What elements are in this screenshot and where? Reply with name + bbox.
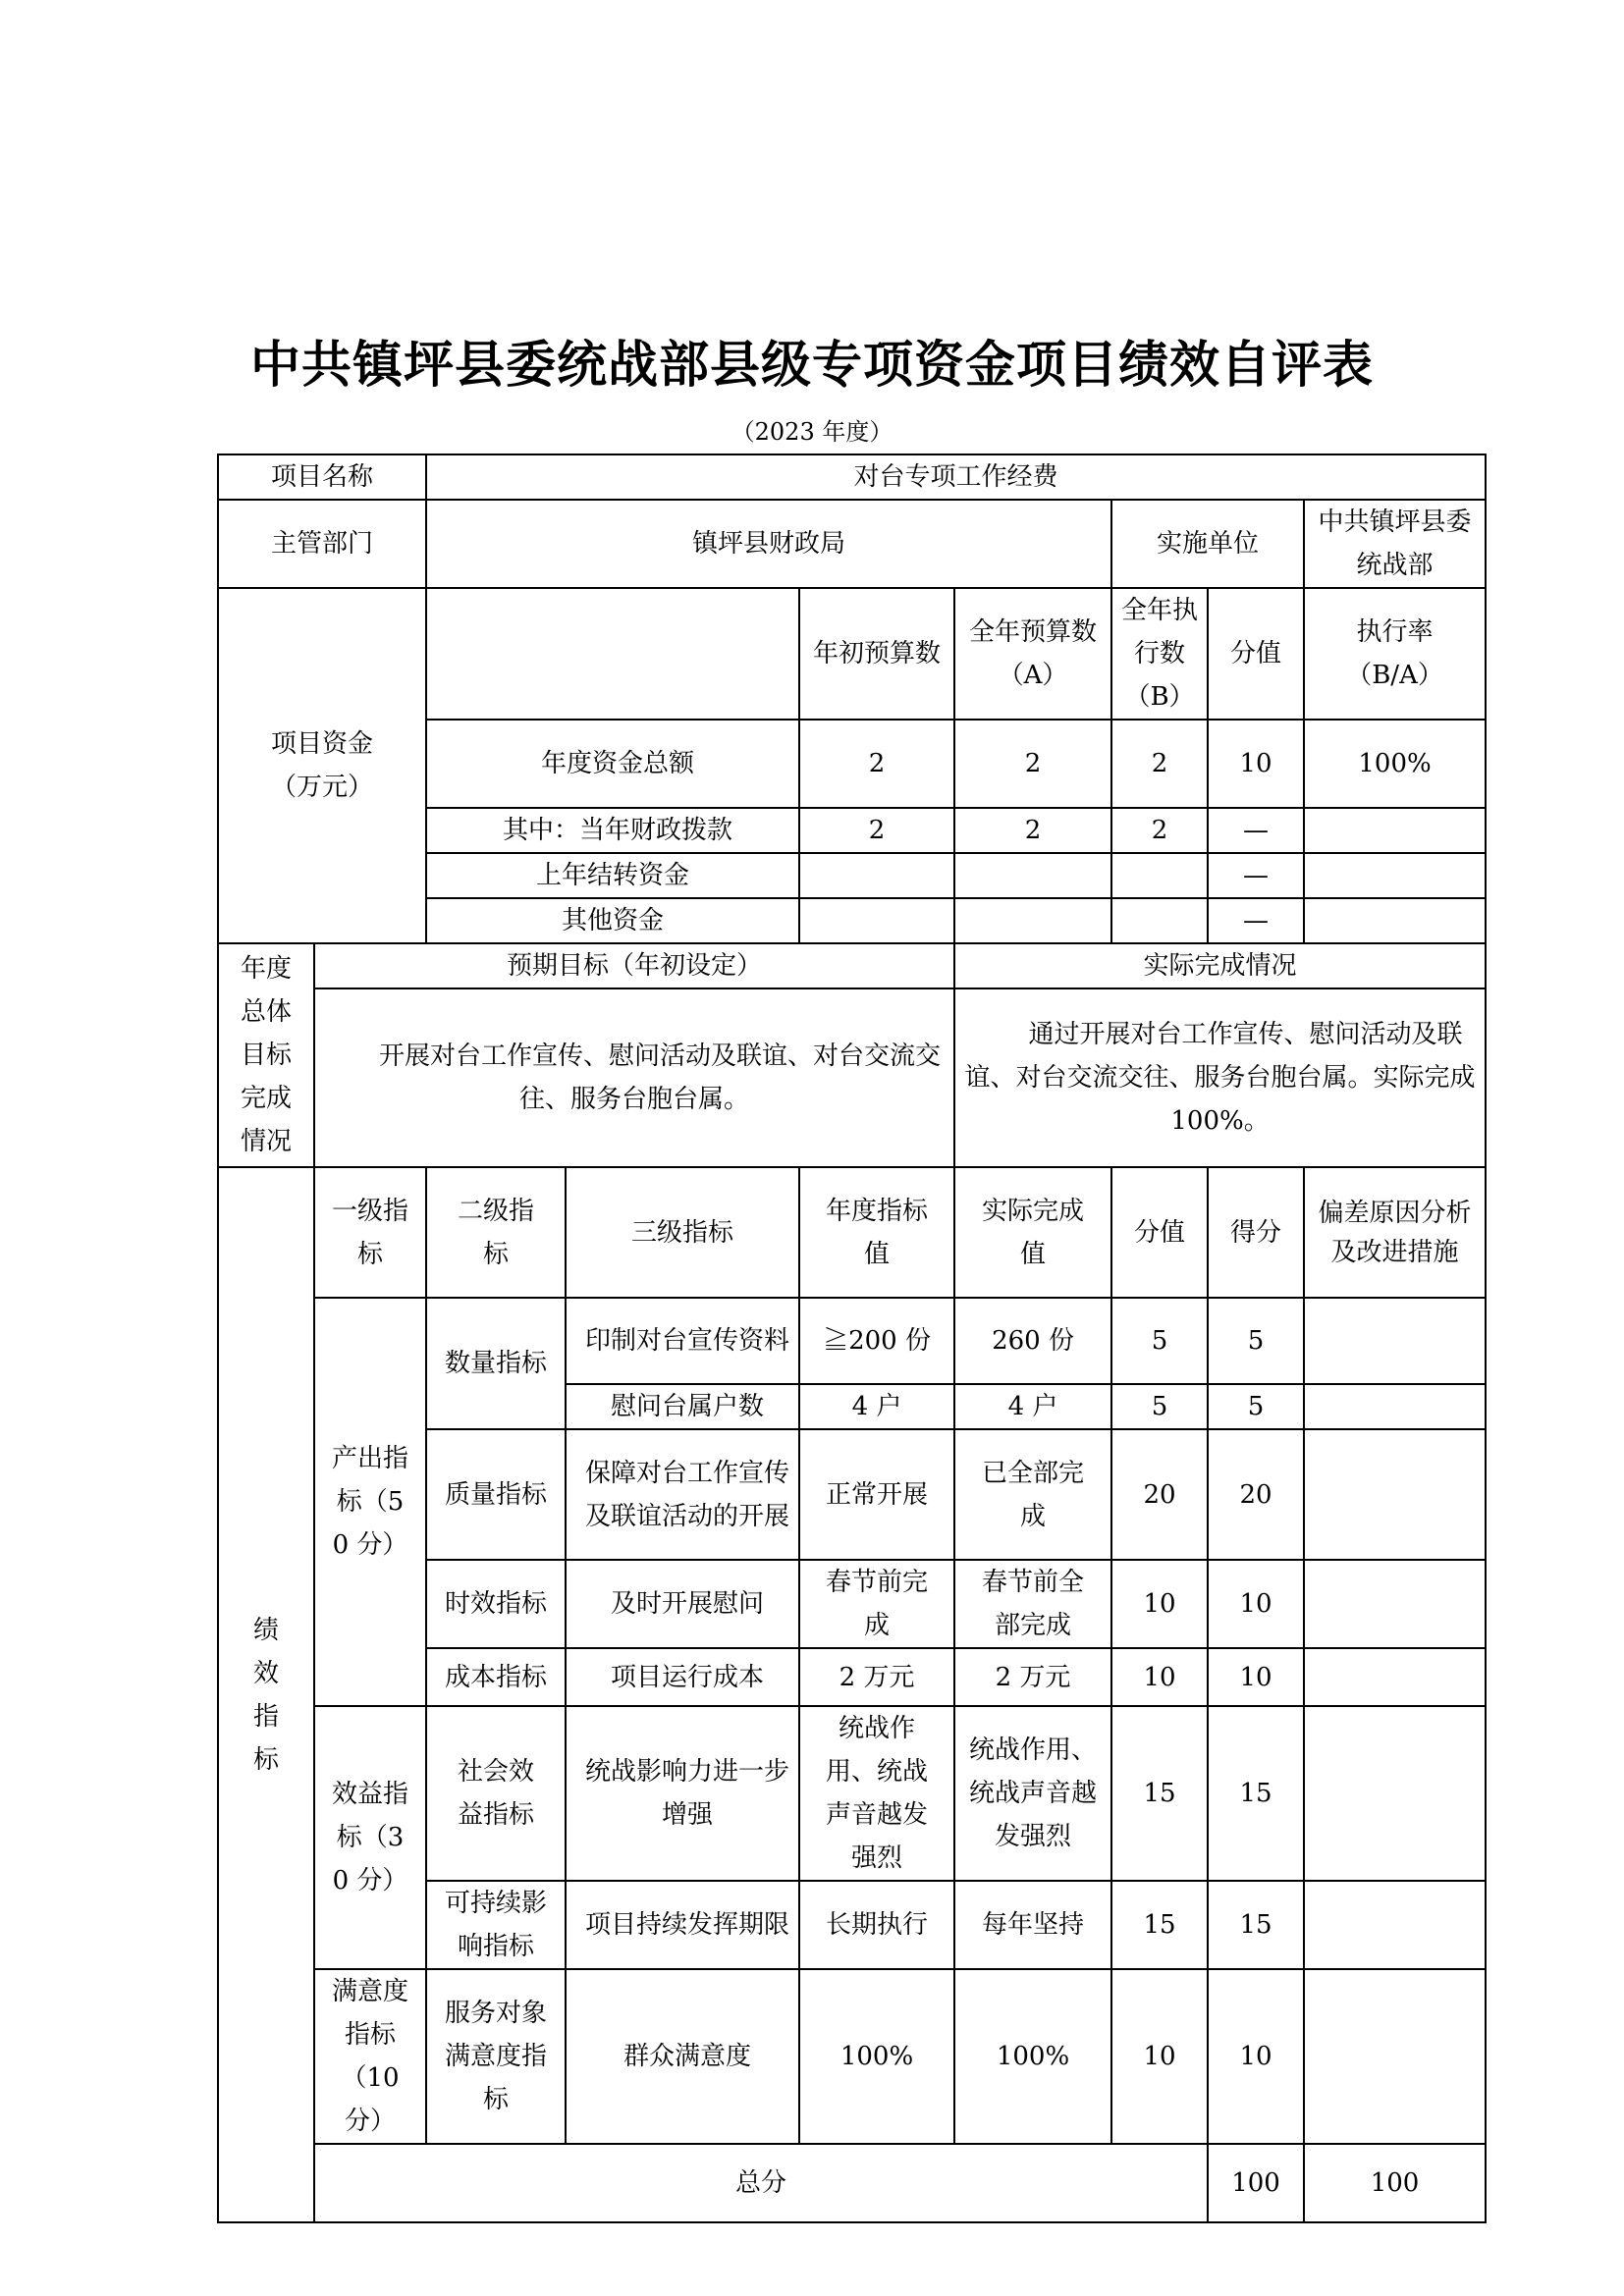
got-cell: 5 <box>1208 1298 1304 1384</box>
actual-cell: 4 户 <box>954 1384 1111 1429</box>
actual-cell: 每年坚持 <box>954 1881 1111 1969</box>
funds-cell: 2 <box>954 808 1111 853</box>
funds-row-name: 年度资金总额 <box>426 720 799 808</box>
impl-value: 中共镇坪县委统战部 <box>1304 500 1486 588</box>
target-cell: 4 户 <box>799 1384 954 1429</box>
funds-row-name: 其他资金 <box>426 898 799 943</box>
funds-cell <box>1304 853 1486 898</box>
funds-cell: — <box>1208 808 1304 853</box>
funds-cell: 2 <box>1111 808 1208 853</box>
level1-benefit: 效益指标（30 分） <box>314 1706 426 1969</box>
project-name-value: 对台专项工作经费 <box>426 454 1486 500</box>
perf-header-actual: 实际完成值 <box>954 1167 1111 1298</box>
perf-label: 绩效指标 <box>218 1167 314 2222</box>
funds-cell <box>1304 808 1486 853</box>
funds-header-annual: 全年预算数（A） <box>954 588 1111 720</box>
target-cell: 统战作用、统战声音越发强烈 <box>799 1706 954 1881</box>
funds-cell <box>799 853 954 898</box>
actual-cell: 统战作用、统战声音越发强烈 <box>954 1706 1111 1881</box>
score-cell: 10 <box>1111 1560 1208 1648</box>
level2-cost: 成本指标 <box>426 1648 566 1706</box>
funds-cell <box>1111 853 1208 898</box>
goals-actual-text: 通过开展对台工作宣传、慰问活动及联谊、对台交流交往、服务台胞台属。实际完成 100%。 <box>954 988 1486 1167</box>
note-cell <box>1304 1560 1486 1648</box>
funds-cell: 100% <box>1304 720 1486 808</box>
target-cell: 正常开展 <box>799 1429 954 1560</box>
actual-cell: 2 万元 <box>954 1648 1111 1706</box>
goals-label: 年度总体目标完成情况 <box>218 943 314 1167</box>
year-subtitle: （2023 年度） <box>731 418 893 446</box>
note-cell <box>1304 1706 1486 1881</box>
perf-header-score: 分值 <box>1111 1167 1208 1298</box>
goals-expected-header: 预期目标（年初设定） <box>314 943 954 988</box>
funds-header-blank <box>426 588 799 720</box>
actual-cell: 260 份 <box>954 1298 1111 1384</box>
level2-satisfaction: 服务对象满意度指标 <box>426 1969 566 2144</box>
score-cell: 15 <box>1111 1706 1208 1881</box>
level1-output: 产出指标（50 分） <box>314 1298 426 1706</box>
funds-cell: 2 <box>799 720 954 808</box>
score-cell: 10 <box>1111 1648 1208 1706</box>
score-cell: 10 <box>1111 1969 1208 2144</box>
note-cell <box>1304 1881 1486 1969</box>
level3-cell: 项目运行成本 <box>566 1648 799 1706</box>
funds-cell <box>1111 898 1208 943</box>
level3-cell: 统战影响力进一步增强 <box>566 1706 799 1881</box>
funds-cell <box>954 853 1111 898</box>
score-cell: 20 <box>1111 1429 1208 1560</box>
funds-cell: 2 <box>954 720 1111 808</box>
goals-actual-header: 实际完成情况 <box>954 943 1486 988</box>
self-evaluation-table <box>217 454 1487 2223</box>
funds-cell <box>799 898 954 943</box>
funds-cell <box>1304 898 1486 943</box>
perf-header-l2: 二级指标 <box>426 1167 566 1298</box>
level2-timeliness: 时效指标 <box>426 1560 566 1648</box>
funds-cell: 10 <box>1208 720 1304 808</box>
funds-row-name: 上年结转资金 <box>426 853 799 898</box>
funds-row-name: 其中：当年财政拨款 <box>426 808 799 853</box>
got-cell: 15 <box>1208 1706 1304 1881</box>
goals-expected-text: 开展对台工作宣传、慰问活动及联谊、对台交流交往、服务台胞台属。 <box>314 988 954 1167</box>
level2-sustainable: 可持续影响指标 <box>426 1881 566 1969</box>
score-cell: 5 <box>1111 1298 1208 1384</box>
perf-header-l1: 一级指标 <box>314 1167 426 1298</box>
project-name-label: 项目名称 <box>218 454 426 500</box>
level2-social: 社会效益指标 <box>426 1706 566 1881</box>
dept-label: 主管部门 <box>218 500 426 588</box>
level3-cell: 项目持续发挥期限 <box>566 1881 799 1969</box>
level2-quantity: 数量指标 <box>426 1298 566 1429</box>
dept-value: 镇坪县财政局 <box>426 500 1111 588</box>
note-cell <box>1304 1429 1486 1560</box>
page-title: 中共镇坪县委统战部县级专项资金项目绩效自评表 <box>249 337 1374 395</box>
level3-cell: 及时开展慰问 <box>566 1560 799 1648</box>
funds-cell: 2 <box>1111 720 1208 808</box>
total-score: 100 <box>1208 2144 1304 2222</box>
funds-label: 项目资金（万元） <box>218 588 426 943</box>
note-cell <box>1304 1969 1486 2144</box>
target-cell: 长期执行 <box>799 1881 954 1969</box>
level3-cell: 印制对台宣传资料 <box>566 1298 799 1384</box>
funds-cell <box>954 898 1111 943</box>
actual-cell: 春节前全部完成 <box>954 1560 1111 1648</box>
level3-cell: 群众满意度 <box>566 1969 799 2144</box>
note-cell <box>1304 1298 1486 1384</box>
funds-header-rate: 执行率（B/A） <box>1304 588 1486 720</box>
target-cell: 2 万元 <box>799 1648 954 1706</box>
funds-header-score: 分值 <box>1208 588 1304 720</box>
score-cell: 5 <box>1111 1384 1208 1429</box>
got-cell: 10 <box>1208 1969 1304 2144</box>
target-cell: 100% <box>799 1969 954 2144</box>
level3-cell: 慰问台属户数 <box>566 1384 799 1429</box>
total-got: 100 <box>1304 2144 1486 2222</box>
funds-header-executed: 全年执行数（B） <box>1111 588 1208 720</box>
funds-cell: — <box>1208 853 1304 898</box>
actual-cell: 100% <box>954 1969 1111 2144</box>
actual-cell: 已全部完成 <box>954 1429 1111 1560</box>
got-cell: 20 <box>1208 1429 1304 1560</box>
funds-cell: 2 <box>799 808 954 853</box>
level1-satisfaction: 满意度指标（10 分） <box>314 1969 426 2144</box>
got-cell: 10 <box>1208 1648 1304 1706</box>
got-cell: 15 <box>1208 1881 1304 1969</box>
perf-header-note: 偏差原因分析及改进措施 <box>1304 1167 1486 1298</box>
total-label: 总分 <box>314 2144 1208 2222</box>
note-cell <box>1304 1384 1486 1429</box>
target-cell: ≧200 份 <box>799 1298 954 1384</box>
score-cell: 15 <box>1111 1881 1208 1969</box>
level3-cell: 保障对台工作宣传及联谊活动的开展 <box>566 1429 799 1560</box>
funds-header-initial: 年初预算数 <box>799 588 954 720</box>
got-cell: 10 <box>1208 1560 1304 1648</box>
impl-label: 实施单位 <box>1111 500 1304 588</box>
level2-quality: 质量指标 <box>426 1429 566 1560</box>
target-cell: 春节前完成 <box>799 1560 954 1648</box>
perf-header-l3: 三级指标 <box>566 1167 799 1298</box>
perf-header-target: 年度指标值 <box>799 1167 954 1298</box>
funds-cell: — <box>1208 898 1304 943</box>
note-cell <box>1304 1648 1486 1706</box>
perf-header-got: 得分 <box>1208 1167 1304 1298</box>
got-cell: 5 <box>1208 1384 1304 1429</box>
